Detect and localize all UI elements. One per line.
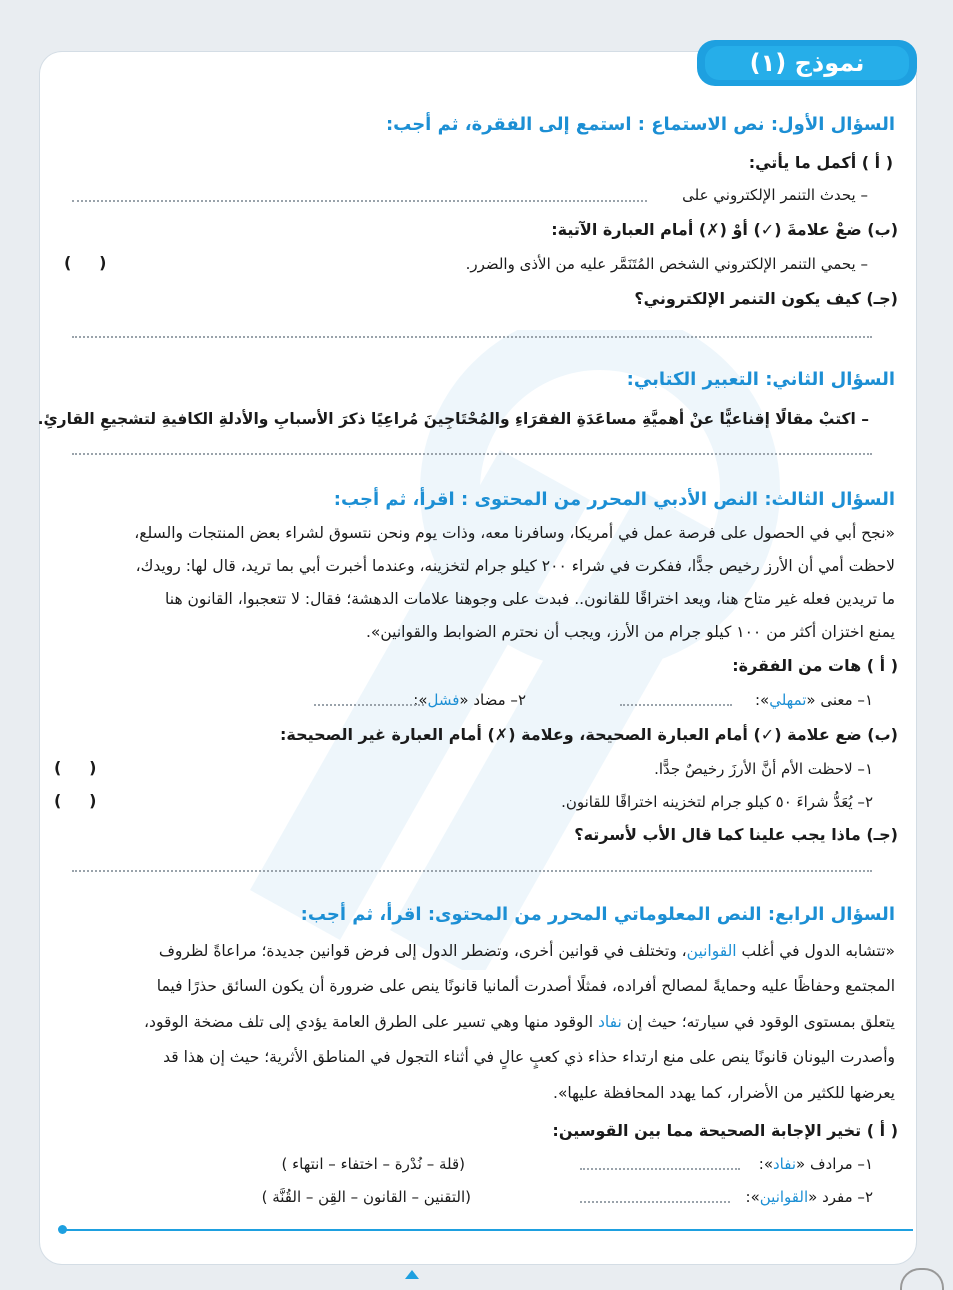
answer-line[interactable] [580, 1201, 730, 1203]
q3-a1-word: تمهلي [769, 691, 807, 709]
q4-a1-prefix: ١– مرادف « [796, 1155, 873, 1173]
model-title: نموذج (١) [705, 46, 909, 80]
q3-a1-suffix: »: [754, 691, 770, 709]
footer-dot [58, 1225, 67, 1234]
q3-a2 [413, 689, 526, 711]
q2-item: – اكتبْ مقالًا إقناعيًّا عنْ أهميَّةِ مساعَدَةِ الفقرَاءِ والمُحْتَاجِينَ مُراعِيًا ذكرَ الأسبابِ والأدلةِ الكافيةِ لتشجيعِ القارئِ. [37, 410, 869, 428]
answer-parens[interactable]: ( ) [64, 253, 107, 272]
q3-b2: ٢– يُعَدُّ شراءَ ٥٠ كيلو جرام لتخزينه اختراقًا للقانون. [561, 793, 873, 811]
model-tab [697, 40, 917, 86]
q3-para-line: لاحظت أمي أن الأرز رخيص جدًّا، ففكرت في شراء ٢٠٠ كيلو جرام لتخزينه، وعندما أخبرت أبي بما تريد، قال لها: رويدك، [135, 557, 895, 575]
q3-para-line: يمنع اختزان أكثر من ١٠٠ كيلو جرام من الأرز، ويجب أن نحترم الضوابط والقوانين». [365, 623, 895, 641]
answer-line[interactable] [72, 870, 872, 872]
q3-a-label: ( أ ) هات من الفقرة: [732, 656, 898, 675]
q3-b1: ١– لاحظت الأم أنَّ الأرزَ رخيصٌ جدًّا. [654, 760, 873, 778]
q4-para-line: وأصدرت اليونان قانونًا ينص على منع ارتداء حذاء ذي كعبٍ عالٍ في أثناء التجول في المناطق الأثرية؛ حيث إن هذا قد [163, 1048, 895, 1066]
q3-a2-suffix: »: [413, 691, 428, 709]
q4-a2 [746, 1186, 873, 1208]
q4-para-line: يعرضها للكثير من الأضرار، كما يهدد المحافظة عليها». [553, 1084, 895, 1102]
q4-para-line: المجتمع وحفاظًا عليه وحمايةً لمصالح أفراده، فمثلًا أصدرت ألمانيا قانونًا ينص على ضرورة أن يكون السائق حذرًا فيما [156, 977, 895, 995]
q1-b-item: – يحمي التنمر الإلكتروني الشخص المُتَنَمَّر عليه من الأذى والضرر. [465, 255, 868, 273]
q4-a2-suffix: »: [745, 1188, 760, 1206]
q4-a1-word: نفاد [773, 1155, 797, 1173]
q2-title: السؤال الثاني: التعبير الكتابي: [626, 369, 895, 390]
answer-line[interactable] [72, 336, 872, 338]
q1-a-label: ( أ ) أكمل ما يأتي: [748, 153, 893, 172]
answer-line[interactable] [72, 200, 647, 202]
q4-a2-options: (التقنين – القانون – القِن – القُنَّة ) [261, 1188, 471, 1206]
answer-parens[interactable]: ( ) [54, 791, 97, 810]
q1-c-label: (جـ) كيف يكون التنمر الإلكتروني؟ [634, 289, 898, 308]
q4-a1 [759, 1153, 873, 1175]
corner-logo [900, 1268, 944, 1290]
q1-a-item: – يحدث التنمر الإلكتروني على [682, 186, 868, 204]
q4-p1-word: القوانين [686, 942, 737, 960]
q3-para-line: «نجح أبي في الحصول على فرصة عمل في أمريكا، وسافرنا معه، وذات يوم ونحن نتسوق لشراء بعض المنتجات والسلع، [134, 524, 895, 542]
q4-a2-prefix: ٢– مفرد « [808, 1188, 873, 1206]
q4-p3-a: يتعلق بمستوى الوقود في سيارته؛ حيث إن [621, 1013, 895, 1031]
q3-a2-prefix: ٢– مضاد « [459, 691, 526, 709]
q4-para-line [144, 1011, 895, 1033]
q3-para-line: ما تريدين فعله غير متاح هنا، ويعد اختراقًا للقانون.. فبدت على وجوهنا علامات الدهشة؛ فقال: لا تتعجبوا، القانون هنا [165, 590, 895, 608]
answer-parens[interactable]: ( ) [54, 758, 97, 777]
q3-a1 [755, 689, 873, 711]
q4-p3-b: الوقود منها وهي تسير على الطرق العامة يؤدي إلى تلف مضخة الوقود، [144, 1013, 598, 1031]
q3-a1-prefix: ١– معنى « [806, 691, 873, 709]
q4-a1-options: (قلة – نُدْرة – اختفاء – انتهاء ) [281, 1155, 465, 1173]
footer-marker [405, 1270, 419, 1279]
q4-a1-suffix: »: [758, 1155, 773, 1173]
answer-line[interactable] [580, 1168, 740, 1170]
q4-p1-b: ، وتختلف في قوانين أخرى، وتضطر الدول إلى فرض قوانين جديدة؛ مراعاةً لظروف [158, 942, 687, 960]
q3-b-label: (ب) ضع علامة (✓) أمام العبارة الصحيحة، وعلامة (✗) أمام العبارة غير الصحيحة: [279, 725, 898, 744]
q4-p1-a: «تتشابه الدول في أغلب [736, 942, 895, 960]
answer-line[interactable] [620, 704, 732, 706]
q4-a-label: ( أ ) تخير الإجابة الصحيحة مما بين القوسين: [552, 1121, 898, 1140]
q4-para-line [159, 940, 895, 962]
footer-rule [63, 1229, 913, 1231]
answer-line[interactable] [72, 453, 872, 455]
q3-a2-word: فشل [427, 691, 460, 709]
q4-a2-word: القوانين [759, 1188, 809, 1206]
q3-c-label: (جـ) ماذا يجب علينا كما قال الأب لأسرته؟ [574, 825, 898, 844]
q1-title: السؤال الأول: نص الاستماع : استمع إلى الفقرة، ثم أجب: [385, 114, 895, 135]
q4-p3-word: نفاد [598, 1013, 622, 1031]
answer-line[interactable] [314, 704, 424, 706]
q4-title: السؤال الرابع: النص المعلوماتي المحرر من المحتوى: اقرأ، ثم أجب: [300, 904, 895, 925]
q3-title: السؤال الثالث: النص الأدبي المحرر من المحتوى : اقرأ، ثم أجب: [333, 489, 895, 510]
q1-b-label: (ب) ضعْ علامةَ (✓) أوْ (✗) أمام العبارة الآتية: [551, 220, 898, 239]
